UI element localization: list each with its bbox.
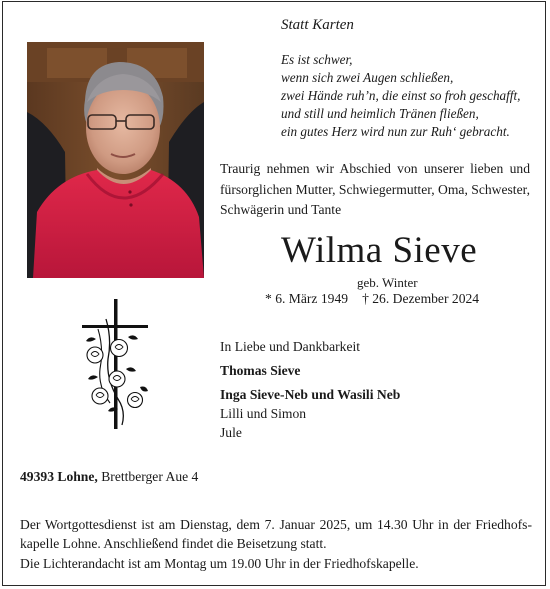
poem-line: und still und heimlich Tränen fließen,: [281, 106, 479, 121]
family-signature: [220, 337, 400, 442]
statt-karten-label: Statt Karten: [281, 17, 354, 33]
cross-with-roses-icon: [78, 299, 160, 429]
portrait-photo: [27, 42, 204, 278]
address-city: 49393 Lohne,: [20, 469, 98, 484]
family-grandchildren: Lilli und Simon: [220, 406, 307, 421]
address: [20, 469, 198, 485]
deceased-name: Wilma Sieve: [281, 230, 478, 271]
poem-line: ein gutes Herz wird nun zur Ruh‘ gebracht.: [281, 124, 510, 139]
family-other: Jule: [220, 425, 242, 440]
vigil-info: Die Lichterandacht ist am Montag um 19.00 Uhr in der Friedhofskapelle.: [20, 556, 419, 571]
family-daughter-couple: Inga Sieve-Neb und Wasili Neb: [220, 387, 401, 402]
maiden-name: geb. Winter: [357, 275, 418, 290]
family-son: Thomas Sieve: [220, 363, 301, 378]
family-intro: In Liebe und Dankbarkeit: [220, 339, 361, 354]
poem-line: Es ist schwer,: [281, 52, 353, 67]
birth-date: * 6. März 1949: [265, 291, 349, 306]
intro-line: fürsorglichen Mutter, Schwiegermutter, Oma, Schwester,: [220, 181, 530, 197]
service-info: [20, 515, 532, 553]
address-street: Brettberger Aue 4: [101, 469, 199, 484]
intro-line: Schwägerin und Tante: [220, 202, 342, 217]
service-line: kapelle Lohne. Anschließend findet die Beisetzung statt.: [20, 536, 327, 551]
intro-line: Traurig nehmen wir Abschied von unserer lieben und: [220, 161, 530, 176]
poem-line: zwei Hände ruh’n, die einst so froh geschafft,: [281, 88, 521, 103]
life-dates: [265, 291, 479, 307]
death-date: † 26. Dezember 2024: [362, 291, 480, 306]
poem-line: wenn sich zwei Augen schließen,: [281, 70, 454, 85]
poem: [281, 51, 520, 141]
service-line: Der Wortgottesdienst ist am Dienstag, dem 7. Januar 2025, um 14.30 Uhr in der Friedhofs-: [20, 517, 532, 532]
farewell-intro: [220, 159, 530, 221]
